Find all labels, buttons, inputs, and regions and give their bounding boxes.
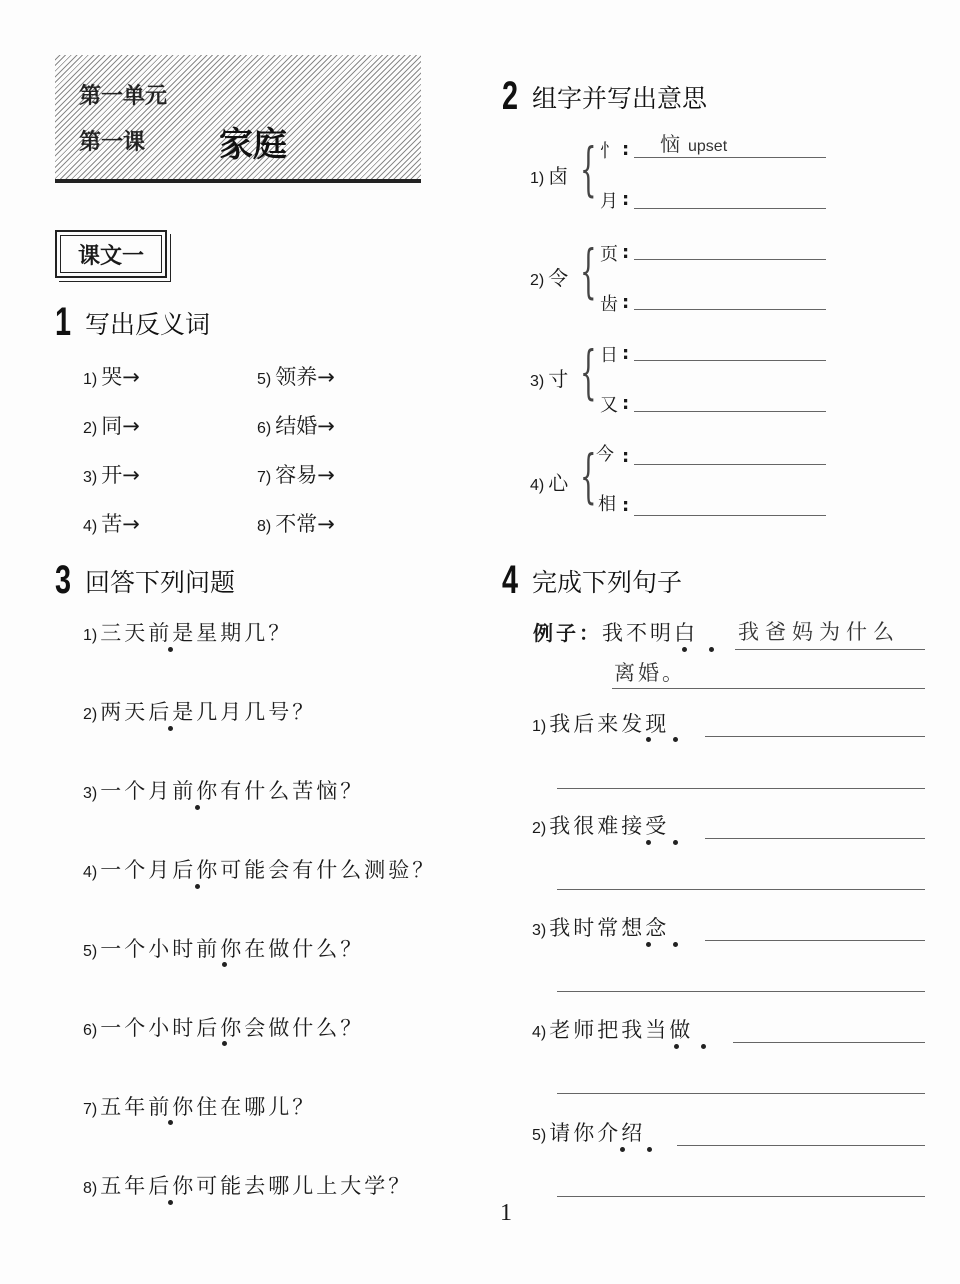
question-item: 3) 一个月前你有什么苦恼？: [83, 779, 365, 803]
answer-line: [735, 649, 925, 650]
answer-line[interactable]: [634, 464, 826, 465]
brace-icon: {: [580, 442, 597, 510]
antonym-item: 8) 不常→: [257, 512, 335, 536]
sentence-item: 3) 我时常想念: [532, 916, 670, 940]
emphasis-dot: [222, 1041, 227, 1046]
component: 页: [600, 244, 618, 265]
colon: :: [622, 189, 630, 210]
section-4-header: [502, 558, 682, 603]
question-item: 7) 五年前你住在哪儿？: [83, 1095, 317, 1119]
emphasis-dot: [701, 1044, 706, 1049]
emphasis-dot: [674, 1044, 679, 1049]
section-number: 4: [502, 558, 519, 602]
answer-line[interactable]: [634, 309, 826, 310]
text-label: 课文一: [60, 235, 162, 273]
component: 相: [598, 494, 616, 515]
emphasis-dot: [195, 805, 200, 810]
answer-line[interactable]: [634, 157, 826, 158]
brace-icon: {: [580, 237, 597, 305]
emphasis-dot: [647, 1147, 652, 1152]
colon: :: [622, 242, 630, 263]
colon: :: [622, 446, 630, 467]
question-item: 6) 一个小时后你会做什么？: [83, 1016, 365, 1040]
antonym-item: 3) 开→: [83, 463, 140, 487]
example-label: 例子：: [533, 621, 602, 645]
answer-line[interactable]: [557, 1196, 925, 1197]
emphasis-dot: [620, 1147, 625, 1152]
component: 忄: [600, 141, 618, 162]
antonym-item: 5) 领养→: [257, 365, 335, 389]
antonym-item: 7) 容易→: [257, 463, 335, 487]
answer-line[interactable]: [705, 940, 925, 941]
example-answer-1: 我爸妈为什么: [738, 620, 900, 644]
example-answer-2: 离婚。: [614, 661, 686, 685]
emphasis-dot: [673, 942, 678, 947]
emphasis-dot: [673, 737, 678, 742]
example-prompt: 我不明白: [602, 621, 698, 645]
emphasis-dot: [646, 942, 651, 947]
section-1-header: [55, 300, 210, 345]
emphasis-dot: [673, 840, 678, 845]
emphasis-dot: [168, 647, 173, 652]
brace-icon: {: [580, 338, 597, 406]
question-item: 8) 五年后你可能去哪儿上大学？: [83, 1174, 413, 1198]
antonym-item: 6) 结婚→: [257, 414, 335, 438]
emphasis-dot: [682, 647, 687, 652]
answer-line[interactable]: [705, 838, 925, 839]
component: 日: [600, 345, 618, 366]
antonym-item: 2) 同→: [83, 414, 140, 438]
section-title: 组字并写出意思: [532, 83, 708, 113]
root-character: 4) 心: [530, 471, 569, 495]
question-item: 1) 三天前是星期几？: [83, 621, 293, 645]
answer-line[interactable]: [557, 991, 925, 992]
answer-line[interactable]: [634, 208, 826, 209]
emphasis-dot: [709, 647, 714, 652]
answer-line[interactable]: [705, 736, 925, 737]
sentence-item: 1) 我后来发现: [532, 712, 670, 736]
text-label-box: [55, 230, 167, 278]
brace-icon: {: [580, 135, 597, 203]
component: 又: [600, 395, 618, 416]
section-title: 回答下列问题: [85, 567, 236, 597]
root-character: 1) 卤: [530, 164, 569, 188]
section-number: 2: [502, 74, 519, 118]
antonym-item: 1) 哭→: [83, 365, 140, 389]
unit-banner: [55, 55, 421, 183]
question-item: 2) 两天后是几月几号？: [83, 700, 317, 724]
answer-line[interactable]: [634, 259, 826, 260]
section-3-header: [55, 558, 235, 603]
answer-line[interactable]: [634, 360, 826, 361]
root-character: 3) 寸: [530, 367, 569, 391]
section-number: 3: [55, 558, 72, 602]
question-item: 4) 一个月后你可能会有什么测验？: [83, 858, 437, 882]
sentence-item: 4) 老师把我当做: [532, 1018, 694, 1042]
root-character: 2) 令: [530, 266, 569, 290]
emphasis-dot: [168, 1120, 173, 1125]
sentence-item: 5) 请你介绍: [532, 1121, 646, 1145]
question-item: 5) 一个小时前你在做什么？: [83, 937, 365, 961]
page-number: 1: [500, 1200, 512, 1226]
emphasis-dot: [646, 737, 651, 742]
emphasis-dot: [222, 962, 227, 967]
unit-label: 第一单元: [79, 84, 168, 109]
answer-line[interactable]: [634, 515, 826, 516]
answer-line[interactable]: [733, 1042, 925, 1043]
example-sentence: [533, 617, 698, 647]
emphasis-dot: [646, 840, 651, 845]
answer-line[interactable]: [677, 1145, 925, 1146]
answer-line[interactable]: [557, 1093, 925, 1094]
colon: :: [622, 139, 630, 160]
section-2-header: [502, 74, 707, 119]
colon: :: [622, 393, 630, 414]
emphasis-dot: [168, 726, 173, 731]
antonym-item: 4) 苦→: [83, 512, 140, 536]
sample-answer: 恼 upset: [660, 132, 728, 156]
colon: :: [622, 495, 630, 516]
sentence-item: 2) 我很难接受: [532, 814, 670, 838]
component: 今: [596, 444, 614, 465]
answer-line: [612, 688, 925, 689]
emphasis-dot: [168, 1200, 173, 1205]
section-title: 写出反义词: [85, 309, 211, 339]
section-number: 1: [55, 300, 72, 344]
answer-line[interactable]: [634, 411, 826, 412]
component: 齿: [600, 294, 618, 315]
component: 月: [600, 191, 618, 212]
lesson-title: 家庭: [219, 125, 287, 165]
answer-line[interactable]: [557, 788, 925, 789]
answer-line[interactable]: [557, 889, 925, 890]
colon: :: [622, 343, 630, 364]
lesson-label: 第一课: [79, 130, 146, 155]
colon: :: [622, 292, 630, 313]
emphasis-dot: [195, 884, 200, 889]
section-title: 完成下列句子: [532, 567, 683, 597]
